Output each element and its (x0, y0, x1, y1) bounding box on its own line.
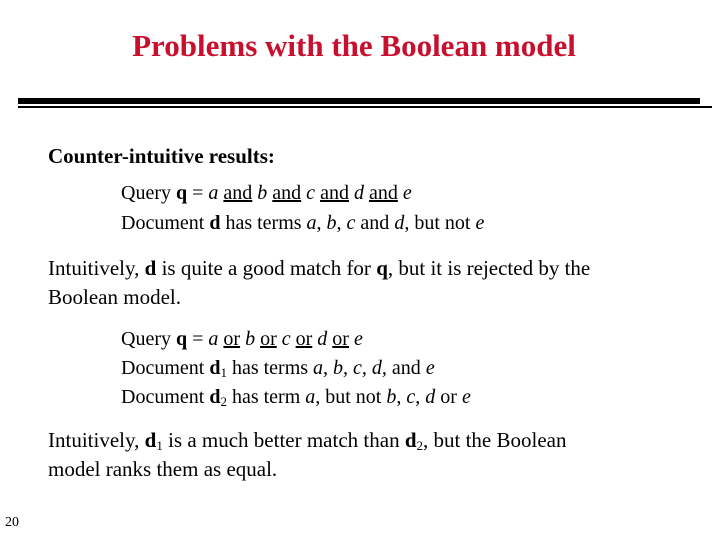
document-d-line: Document d has terms a, b, c and d, but not e (121, 212, 485, 234)
paragraph-2-line-1: Intuitively, $d_1$ is a much better match than $d_2$, but the Boolean (48, 428, 567, 453)
paragraph-2-line-2: model ranks them as equal. (48, 457, 278, 481)
or-query-line: Query q = a or b or c or d or e (121, 328, 363, 350)
slide-title: Problems with the Boolean model (132, 28, 576, 63)
and-query-line: Query q = a and b and c and d and e (121, 182, 412, 204)
counter-intuitive-heading: Counter-intuitive results: (48, 144, 275, 168)
document-d2-line: Document $d_2$ has term a, but not b, c, d or e (121, 386, 471, 409)
paragraph-1-line-2: Boolean model. (48, 285, 181, 309)
page-number: 20 (5, 515, 19, 530)
document-d1-line: Document $d_1$ has terms a, b, c, d, and e (121, 357, 435, 380)
paragraph-1-line-1: Intuitively, d is quite a good match for q, but it is rejected by the (48, 256, 591, 280)
